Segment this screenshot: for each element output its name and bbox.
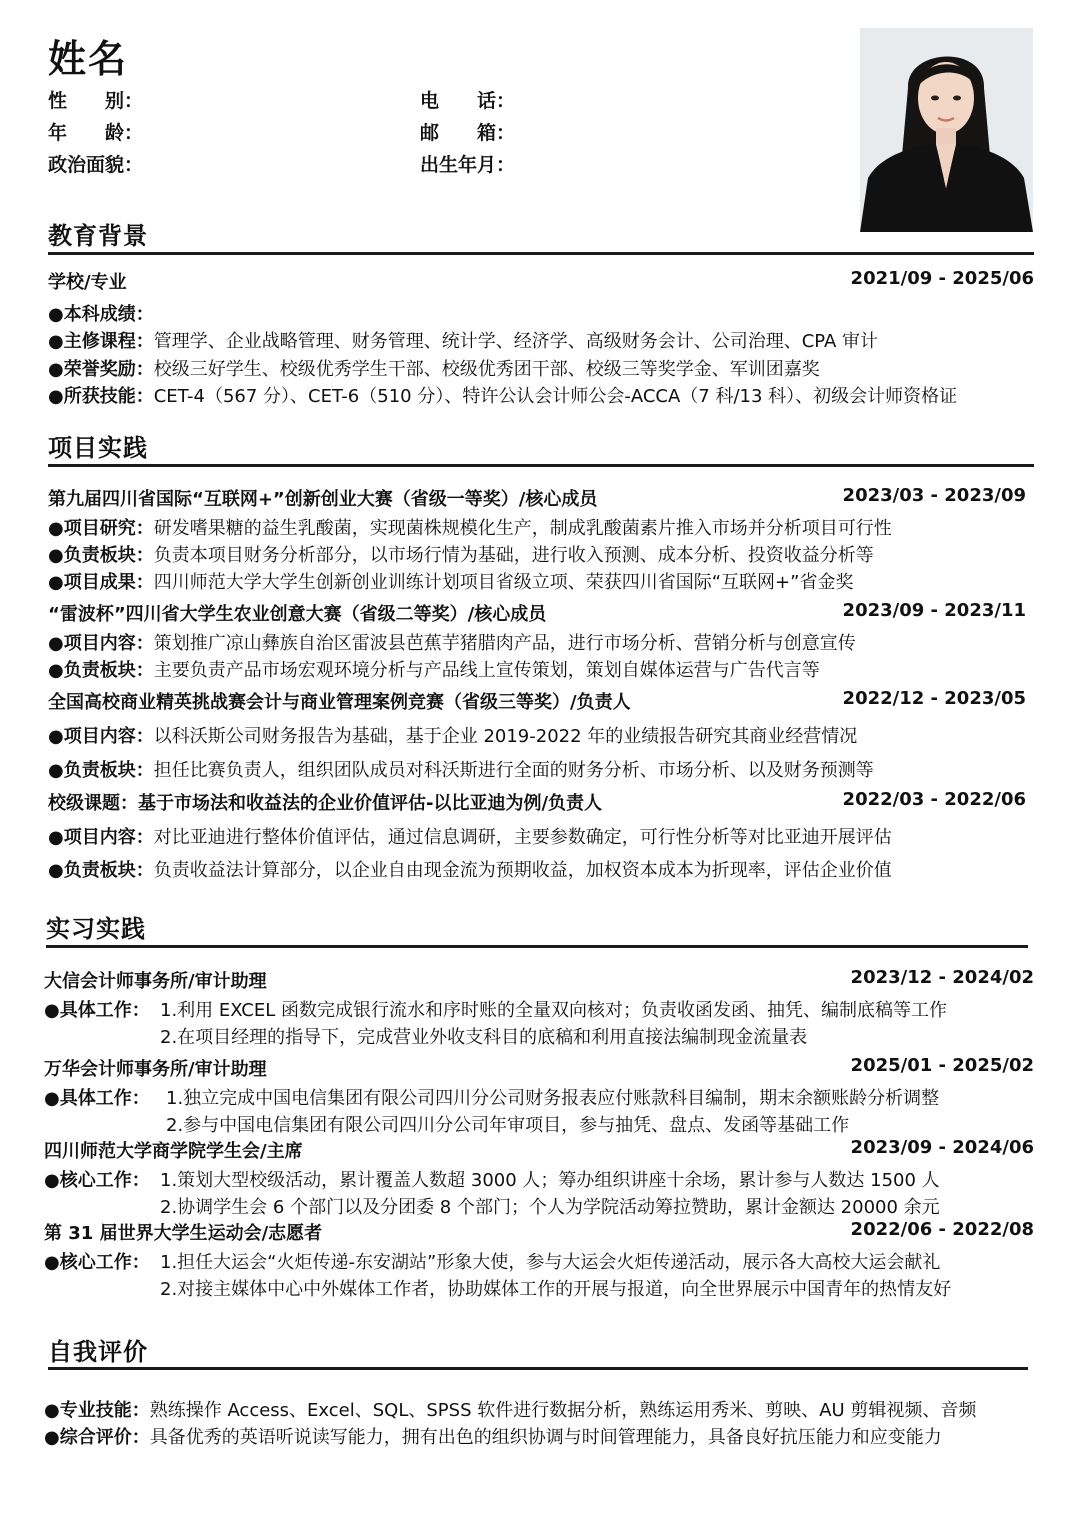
education-line [48, 327, 878, 353]
line-label: ●负责板块： [48, 545, 154, 566]
age-label: 年 龄： [48, 122, 144, 144]
internship-line: 2.参与中国电信集团有限公司四川分公司年审项目，参与抽凭、盘点、发函等基础工作 [166, 1115, 850, 1136]
line-text: 校级三好学生、校级优秀学生干部、校级优秀团干部、校级三等奖学金、军训团嘉奖 [153, 359, 820, 380]
line-label: ●负责板块： [48, 860, 154, 881]
projects-divider [48, 464, 1034, 467]
internship-line: 2.在项目经理的指导下，完成营业外收支科目的底稿和利用直接法编制现金流量表 [160, 1027, 808, 1048]
internship-line: 1.担任大运会“火炬传递-东安湖站”形象大使，参与大运会火炬传递活动，展示各大高校大运会献礼 [160, 1252, 941, 1273]
internships-divider [46, 945, 1028, 948]
projects-section-title: 项目实践 [48, 434, 148, 462]
project-date: 2023/03 - 2023/09 [842, 485, 1026, 506]
education-line [48, 300, 154, 326]
project-line [48, 656, 820, 682]
line-label: ●项目内容： [48, 827, 154, 848]
line-text: 负责收益法计算部分，以企业自由现金流为预期收益，加权资本成本为折现率，评估企业价值 [153, 860, 892, 881]
birth-label: 出生年月： [420, 154, 516, 176]
internship-date: 2022/06 - 2022/08 [850, 1219, 1034, 1240]
project-line [48, 722, 857, 748]
line-label: ●负责板块： [48, 660, 154, 681]
internship-label: ●具体工作： [44, 1000, 150, 1021]
line-label: ●专业技能： [44, 1400, 150, 1421]
line-text: 以科沃斯公司财务报告为基础，基于企业 2019-2022 年的业绩报告研究其商业经营情况 [153, 726, 858, 747]
line-label: ●项目成果： [48, 572, 154, 593]
email-label: 邮 箱： [420, 122, 516, 144]
project-heading: 第九届四川省国际“互联网+”创新创业大赛（省级一等奖）/核心成员 [48, 489, 598, 510]
line-text: 熟练操作 Access、Excel、SQL、SPSS 软件进行数据分析，熟练运用秀米、剪映、AU 剪辑视频、音频 [149, 1400, 977, 1421]
education-date: 2021/09 - 2025/06 [850, 268, 1034, 289]
line-text: CET-4（567 分）、CET-6（510 分）、特许公认会计师公会-ACCA（7 科/13 科）、初级会计师资格证 [153, 386, 958, 407]
project-line [48, 568, 853, 594]
line-text: 具备优秀的英语听说读写能力，拥有出色的组织协调与时间管理能力，具备良好抗压能力和应变能力 [149, 1427, 942, 1448]
profile-photo [860, 28, 1033, 232]
project-line [48, 541, 874, 567]
line-label: ●所获技能： [48, 386, 154, 407]
internship-heading: 第 31 届世界大学生运动会/志愿者 [44, 1223, 323, 1244]
line-text: 负责本项目财务分析部分，以市场行情为基础，进行收入预测、成本分析、投资收益分析等 [153, 545, 874, 566]
internship-date: 2023/09 - 2024/06 [850, 1137, 1034, 1158]
line-label: ●项目内容： [48, 726, 154, 747]
internship-date: 2025/01 - 2025/02 [850, 1055, 1034, 1076]
line-label: ●本科成绩： [48, 304, 154, 325]
line-label: ●主修课程： [48, 331, 154, 352]
internship-line: 1.策划大型校级活动，累计覆盖人数超 3000 人；筹办组织讲座十余场，累计参与人数达 1500 人 [160, 1170, 940, 1191]
line-text: 研发嗜果糖的益生乳酸菌，实现菌株规模化生产，制成乳酸菌素片推入市场并分析项目可行性 [153, 518, 892, 539]
internship-heading: 万华会计师事务所/审计助理 [44, 1059, 267, 1080]
project-line [48, 629, 856, 655]
internship-line: 2.协调学生会 6 个部门以及分团委 8 个部门；个人为学院活动筹拉赞助，累计金额达 20000 余元 [160, 1197, 940, 1218]
phone-label: 电 话： [420, 90, 516, 112]
education-section-title: 教育背景 [48, 222, 148, 250]
internship-label: ●核心工作： [44, 1252, 150, 1273]
project-line [48, 756, 874, 782]
politics-label: 政治面貌： [48, 154, 144, 176]
education-divider [48, 252, 1034, 255]
resume-name: 姓名 [48, 37, 129, 81]
education-line [48, 382, 957, 408]
line-text: 四川师范大学大学生创新创业训练计划项目省级立项、荣获四川省国际“互联网+”省金奖 [153, 572, 854, 593]
line-text: 担任比赛负责人，组织团队成员对科沃斯进行全面的财务分析、市场分析、以及财务预测等 [153, 760, 874, 781]
project-heading: “雷波杯”四川省大学生农业创意大赛（省级二等奖）/核心成员 [48, 604, 547, 625]
project-heading: 全国高校商业精英挑战赛会计与商业管理案例竞赛（省级三等奖）/负责人 [48, 692, 631, 713]
internship-heading: 大信会计师事务所/审计助理 [44, 971, 267, 992]
project-heading: 校级课题：基于市场法和收益法的企业价值评估-以比亚迪为例/负责人 [48, 793, 603, 814]
internships-section-title: 实习实践 [46, 915, 146, 943]
education-line [48, 355, 820, 381]
line-label: ●综合评价： [44, 1427, 150, 1448]
internship-date: 2023/12 - 2024/02 [850, 967, 1034, 988]
education-school: 学校/专业 [48, 272, 127, 293]
line-text: 策划推广凉山彝族自治区雷波县芭蕉芋猪腊肉产品，进行市场分析、营销分析与创意宣传 [153, 633, 856, 654]
portrait-illustration [860, 28, 1033, 232]
project-line [48, 823, 892, 849]
project-line [48, 514, 892, 540]
project-date: 2022/12 - 2023/05 [842, 688, 1026, 709]
internship-line: 1.利用 EXCEL 函数完成银行流水和序时账的全量双向核对；负责收函发函、抽凭、编制底稿等工作 [160, 1000, 947, 1021]
line-label: ●荣誉奖励： [48, 359, 154, 380]
internship-heading: 四川师范大学商学院学生会/主席 [44, 1141, 303, 1162]
line-text: 管理学、企业战略管理、财务管理、统计学、经济学、高级财务会计、公司治理、CPA 审计 [153, 331, 879, 352]
line-label: ●负责板块： [48, 760, 154, 781]
internship-label: ●核心工作： [44, 1170, 150, 1191]
line-text: 主要负责产品市场宏观环境分析与产品线上宣传策划，策划自媒体运营与广告代言等 [153, 660, 820, 681]
internship-line: 2.对接主媒体中心中外媒体工作者，协助媒体工作的开展与报道，向全世界展示中国青年的热情友好 [160, 1279, 952, 1300]
line-text: 对比亚迪进行整体价值评估，通过信息调研，主要参数确定，可行性分析等对比亚迪开展评估 [153, 827, 892, 848]
line-label: ●项目内容： [48, 633, 154, 654]
self-eval-section-title: 自我评价 [48, 1338, 148, 1366]
self-eval-divider [48, 1367, 1028, 1370]
project-date: 2023/09 - 2023/11 [842, 600, 1026, 621]
line-label: ●项目研究： [48, 518, 154, 539]
internship-label: ●具体工作： [44, 1088, 150, 1109]
self-eval-line [44, 1396, 976, 1422]
project-line [48, 856, 892, 882]
self-eval-line [44, 1423, 942, 1449]
project-date: 2022/03 - 2022/06 [842, 789, 1026, 810]
gender-label: 性 别： [48, 90, 144, 112]
internship-line: 1.独立完成中国电信集团有限公司四川分公司财务报表应付账款科目编制，期末余额账龄分析调整 [166, 1088, 940, 1109]
